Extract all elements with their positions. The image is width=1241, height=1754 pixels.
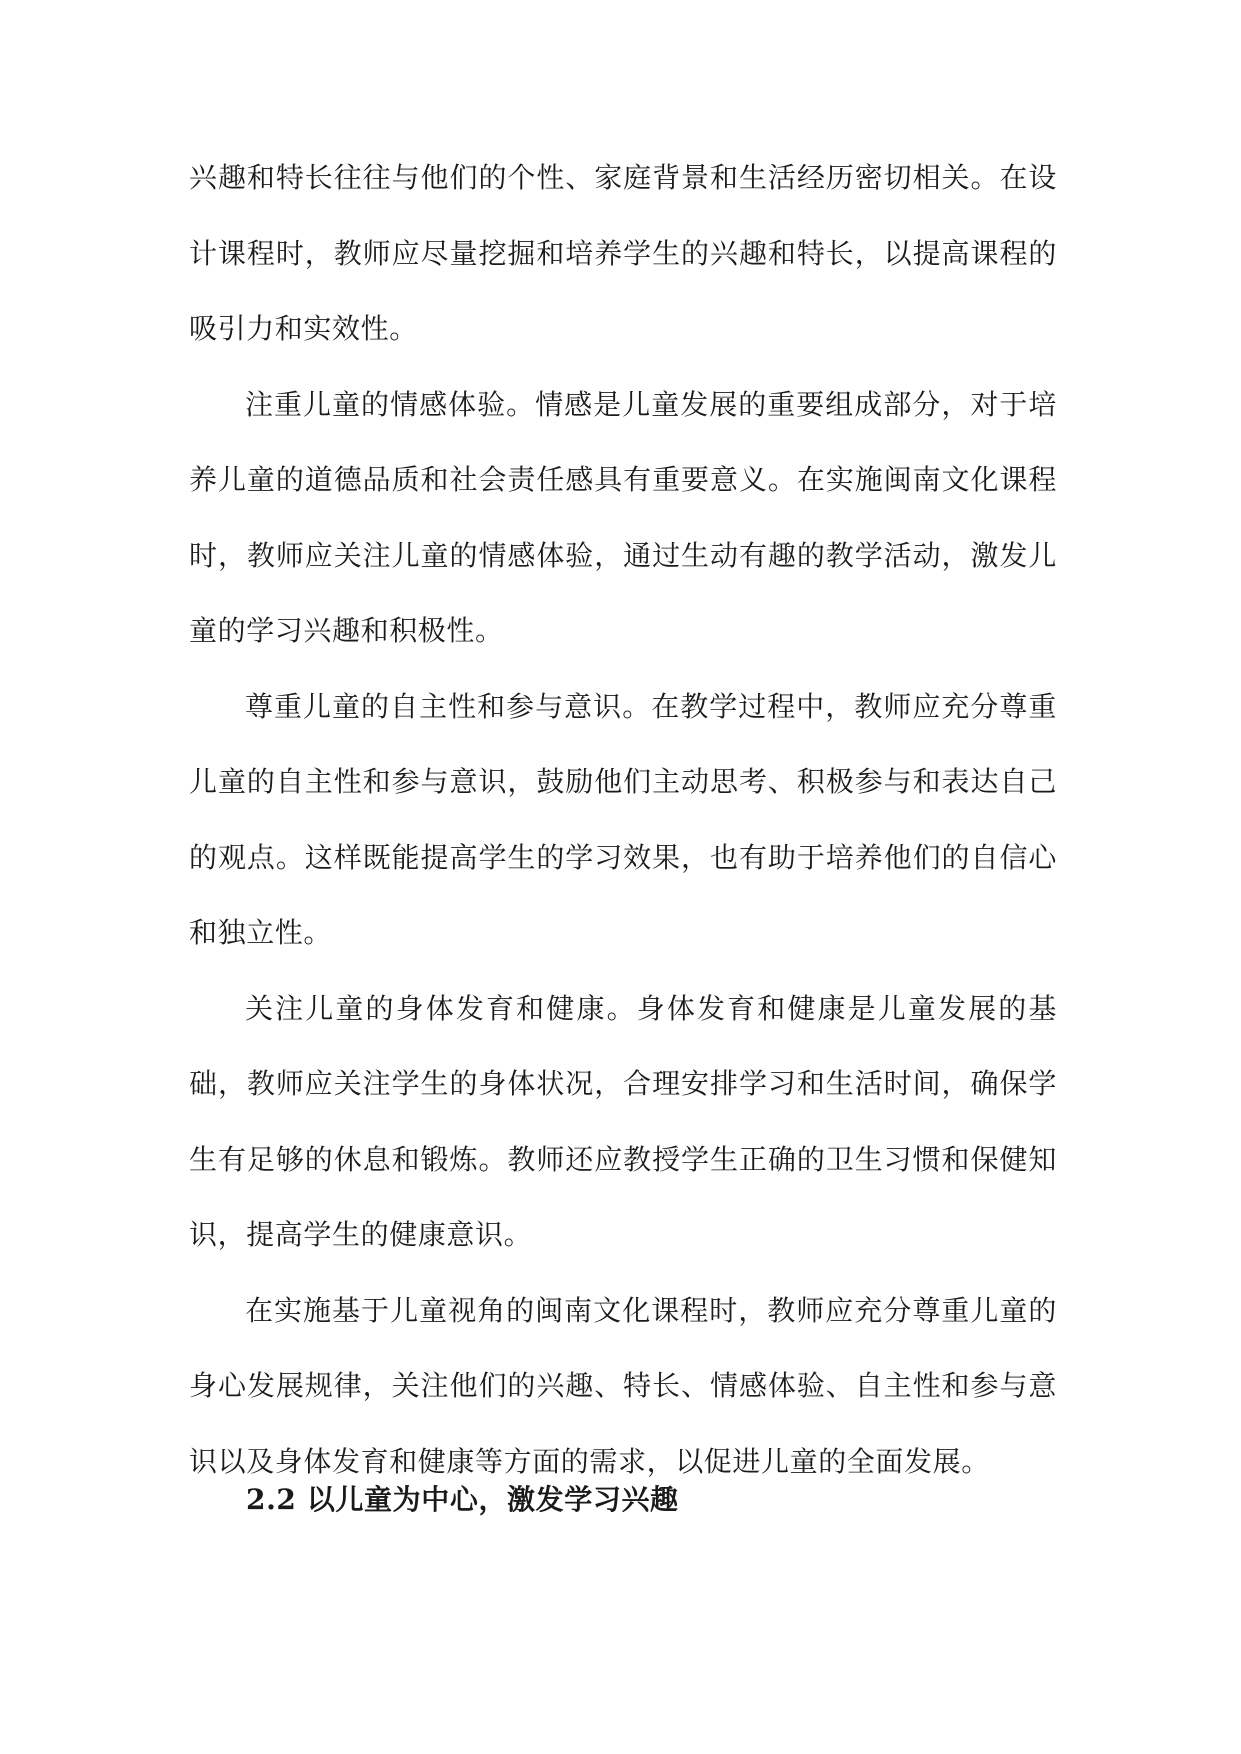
- paragraph-interests: 兴趣和特长往往与他们的个性、家庭背景和生活经历密切相关。在设计课程时，教师应尽量挖掘和培养学生的兴趣和特长，以提高课程的吸引力和实效性。: [189, 161, 1057, 345]
- section-heading: 2.2 以儿童为中心，激发学习兴趣: [246, 1483, 679, 1516]
- paragraph-autonomy: 尊重儿童的自主性和参与意识。在教学过程中，教师应充分尊重儿童的自主性和参与意识，鼓励他们主动思考、积极参与和表达自己的观点。这样既能提高学生的学习效果，也有助于培养他们的自信心和独立性。: [189, 689, 1057, 949]
- paragraph-summary: 在实施基于儿童视角的闽南文化课程时，教师应充分尊重儿童的身心发展规律，关注他们的兴趣、特长、情感体验、自主性和参与意识以及身体发育和健康等方面的需求，以促进儿童的全面发展。: [189, 1293, 1057, 1478]
- paragraph-physical-health: 关注儿童的身体发育和健康。身体发育和健康是儿童发展的基础，教师应关注学生的身体状况，合理安排学习和生活时间，确保学生有足够的休息和锻炼。教师还应教授学生正确的卫生习惯和保健知识，提高学生的健康意识。: [189, 991, 1057, 1251]
- paragraph-emotional-experience: 注重儿童的情感体验。情感是儿童发展的重要组成部分，对于培养儿童的道德品质和社会责任感具有重要意义。在实施闽南文化课程时，教师应关注儿童的情感体验，通过生动有趣的教学活动，激发儿童的学习兴趣和积极性。: [189, 387, 1057, 647]
- document-body: [189, 140, 1057, 1499]
